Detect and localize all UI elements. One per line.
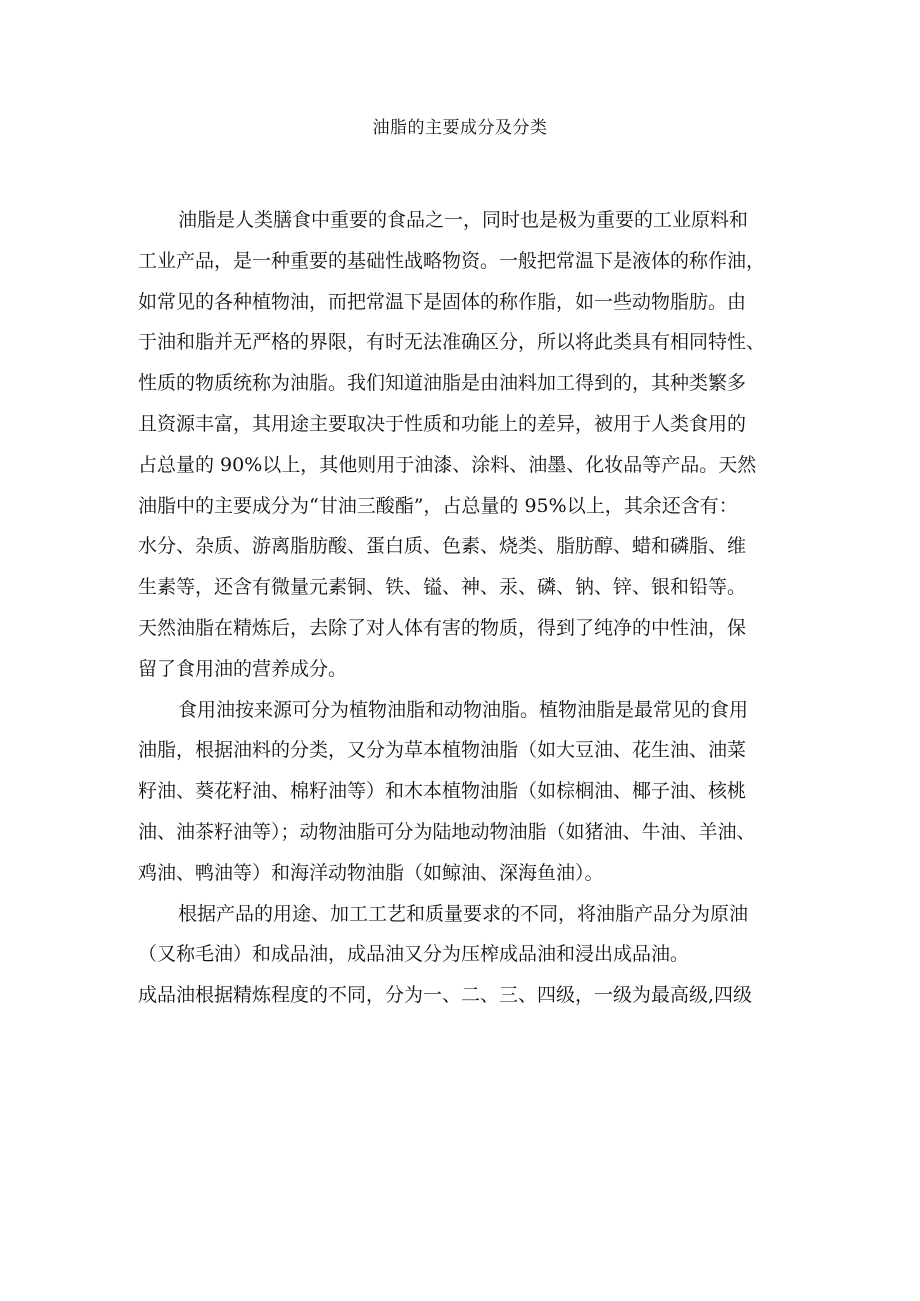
text-line: 油、油茶籽油等）；动物油脂可分为陆地动物油脂（如猪油、牛油、羊油、 bbox=[138, 820, 756, 843]
text-line: 且资源丰富，其用途主要取决于性质和功能上的差异，被用于人类食用的 bbox=[138, 412, 747, 435]
text-line: （又称毛油）和成品油，成品油又分为压榨成品油和浸出成品油。 bbox=[138, 943, 690, 966]
text-line: 成品油根据精炼程度的不同，分为一、二、三、四级，一级为最高级,四级 bbox=[138, 984, 753, 1007]
paragraph bbox=[138, 200, 790, 690]
text-line: 根据产品的用途、加工工艺和质量要求的不同，将油脂产品分为原油 bbox=[178, 902, 749, 925]
text-line: 油脂，根据油料的分类，又分为草本植物油脂（如大豆油、花生油、油菜 bbox=[138, 739, 747, 762]
text-line: 生素等，还含有微量元素铜、铁、镒、神、汞、磷、钠、锌、银和铅等。 bbox=[138, 576, 747, 599]
text-line: 油脂是人类膳食中重要的食品之一，同时也是极为重要的工业原料和 bbox=[178, 209, 749, 231]
text-line: 性质的物质统称为油脂。我们知道油脂是由油料加工得到的，其种类繁多 bbox=[138, 372, 747, 395]
paragraph bbox=[138, 975, 790, 1016]
text-line: 籽油、葵花籽油、棉籽油等）和木本植物油脂（如棕榈油、椰子油、核桃 bbox=[138, 780, 747, 803]
paragraph bbox=[138, 690, 790, 894]
text-line: 油脂中的主要成分为“甘油三酸酯”，占总量的 95%以上，其余还含有： bbox=[138, 494, 738, 517]
paragraph bbox=[138, 894, 790, 976]
text-line: 食用油按来源可分为植物油脂和动物油脂。植物油脂是最常见的食用 bbox=[178, 698, 749, 721]
text-line: 如常见的各种植物油，而把常温下是固体的称作脂，如一些动物脂肪。由 bbox=[138, 290, 747, 313]
text-line: 水分、杂质、游离脂肪酸、蛋白质、色素、烧类、脂肪醇、蜡和磷脂、维 bbox=[138, 535, 747, 558]
text-line: 工业产品，是一种重要的基础性战略物资。一般把常温下是液体的称作油， bbox=[138, 249, 766, 272]
text-line: 天然油脂在精炼后，去除了对人体有害的物质，得到了纯净的中性油，保 bbox=[138, 616, 747, 639]
text-line: 鸡油、鸭油等）和海洋动物油脂（如鲸油、深海鱼油）。 bbox=[138, 861, 604, 884]
document-title: 油脂的主要成分及分类 bbox=[372, 118, 548, 138]
document-body bbox=[138, 200, 790, 1016]
text-line: 占总量的 90%以上，其他则用于油漆、涂料、油墨、化妆品等产品。天然 bbox=[138, 453, 757, 476]
text-line: 于油和脂并无严格的界限，有时无法准确区分，所以将此类具有相同特性、 bbox=[138, 331, 766, 354]
text-line: 留了食用油的营养成分。 bbox=[138, 657, 348, 680]
